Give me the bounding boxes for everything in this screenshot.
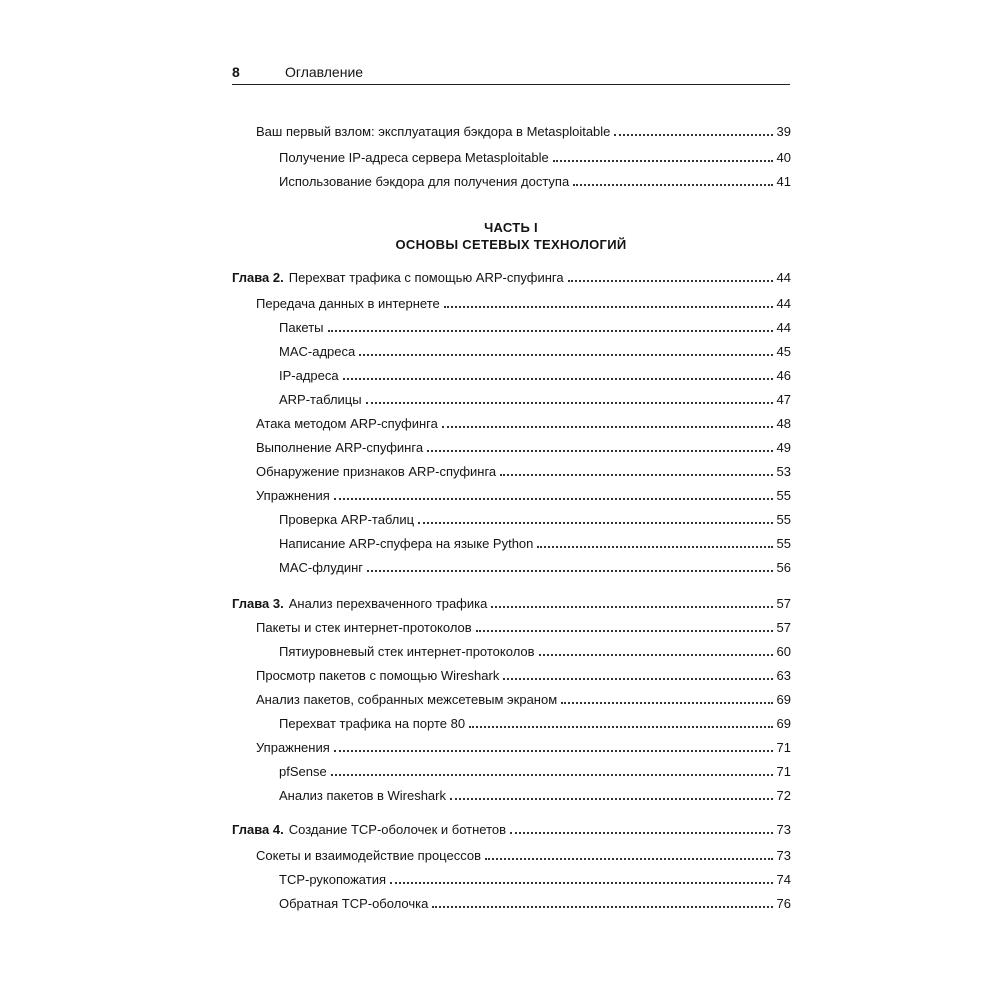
entry-text: Перехват трафика на порте 80 <box>279 716 466 731</box>
dot-leader <box>331 774 773 776</box>
page-ref: 45 <box>776 344 791 359</box>
dot-leader <box>503 678 772 680</box>
toc-entry <box>279 340 791 360</box>
entry-text: Написание ARP-спуфера на языке Python <box>279 536 534 551</box>
toc-entry <box>279 892 791 912</box>
toc-entry-title <box>279 174 569 190</box>
toc-chapter-entry <box>232 266 791 286</box>
page-ref: 47 <box>776 392 791 407</box>
toc-entry <box>256 844 791 864</box>
toc-entry-title <box>256 416 438 432</box>
toc-entry <box>256 436 791 456</box>
entry-text: pfSense <box>279 764 327 779</box>
dot-leader <box>432 906 772 908</box>
toc-entry-title <box>256 488 330 504</box>
toc-chapter-entry <box>232 592 791 612</box>
entry-text: Обратная TCP-оболочка <box>279 896 429 911</box>
toc-chapter-entry <box>232 818 791 838</box>
chapter-number: Глава 2. <box>232 270 284 285</box>
toc-entry-title <box>256 692 557 708</box>
toc-entry-title <box>256 668 499 684</box>
entry-text: Сокеты и взаимодействие процессов <box>256 848 481 863</box>
toc-entry <box>256 412 791 432</box>
dot-leader <box>485 858 773 860</box>
dot-leader <box>469 726 772 728</box>
dot-leader <box>442 426 773 428</box>
dot-leader <box>553 160 773 162</box>
entry-text: Выполнение ARP-спуфинга <box>256 440 424 455</box>
part-title: ОСНОВЫ СЕТЕВЫХ ТЕХНОЛОГИЙ <box>395 237 627 252</box>
toc-entry-title <box>279 368 339 384</box>
toc-entry-title <box>279 536 533 552</box>
page-ref: 41 <box>776 174 791 189</box>
page-ref: 44 <box>776 270 791 285</box>
toc-entry-title <box>279 512 414 528</box>
toc-entry-title <box>279 716 465 732</box>
page-ref: 56 <box>776 560 791 575</box>
page-ref: 69 <box>776 692 791 707</box>
entry-text: Передача данных в интернете <box>256 296 440 311</box>
dot-leader <box>539 654 773 656</box>
entry-text: Пакеты и стек интернет-протоколов <box>256 620 472 635</box>
toc-entry-title <box>232 822 506 838</box>
dot-leader <box>491 606 772 608</box>
toc-entry-title <box>256 124 610 140</box>
page-ref: 57 <box>776 620 791 635</box>
page-ref: 74 <box>776 872 791 887</box>
toc-entry-title <box>256 740 330 756</box>
toc-entry-title <box>279 764 327 780</box>
entry-text: ARP-таблицы <box>279 392 362 407</box>
page-ref: 44 <box>776 296 791 311</box>
page-ref: 39 <box>776 124 791 139</box>
page-ref: 44 <box>776 320 791 335</box>
toc-entry <box>256 688 791 708</box>
toc-entry <box>256 460 791 480</box>
toc-entry-title <box>279 896 428 912</box>
dot-leader <box>343 378 773 380</box>
toc-entry <box>256 664 791 684</box>
entry-text: Создание TCP-оболочек и ботнетов <box>288 822 507 837</box>
entry-text: Анализ пакетов в Wireshark <box>279 788 446 803</box>
toc-entry <box>279 760 791 780</box>
toc-entry <box>279 146 791 166</box>
toc-entry <box>256 736 791 756</box>
toc-entry-title <box>256 296 440 312</box>
dot-leader <box>561 702 772 704</box>
page-ref: 57 <box>776 596 791 611</box>
page-ref: 71 <box>776 764 791 779</box>
page-ref: 73 <box>776 848 791 863</box>
dot-leader <box>476 630 773 632</box>
entry-text: Атака методом ARP-спуфинга <box>256 416 438 431</box>
dot-leader <box>366 402 773 404</box>
toc-entry-title <box>279 320 324 336</box>
page-ref: 72 <box>776 788 791 803</box>
page-ref: 76 <box>776 896 791 911</box>
dot-leader <box>334 498 773 500</box>
dot-leader <box>568 280 773 282</box>
toc-entry <box>256 616 791 636</box>
page-ref: 73 <box>776 822 791 837</box>
toc-entry <box>279 316 791 336</box>
toc-entry-title <box>256 848 481 864</box>
page-ref: 53 <box>776 464 791 479</box>
page-ref: 71 <box>776 740 791 755</box>
dot-leader <box>510 832 773 834</box>
running-title: Оглавление <box>285 64 364 80</box>
toc-entry <box>279 640 791 660</box>
entry-text: Использование бэкдора для получения доступа <box>279 174 570 189</box>
toc-entry <box>279 784 791 804</box>
toc-entry <box>279 364 791 384</box>
entry-text: Проверка ARP-таблиц <box>279 512 415 527</box>
dot-leader <box>328 330 773 332</box>
toc-entry-title <box>279 392 362 408</box>
dot-leader <box>614 134 772 136</box>
toc-entry-title <box>279 560 363 576</box>
entry-text: Обнаружение признаков ARP-спуфинга <box>256 464 497 479</box>
dot-leader <box>427 450 772 452</box>
dot-leader <box>390 882 773 884</box>
page-number: 8 <box>232 64 240 80</box>
entry-text: MAC-флудинг <box>279 560 364 575</box>
dot-leader <box>573 184 772 186</box>
entry-text: Анализ перехваченного трафика <box>288 596 488 611</box>
toc-entry-title <box>279 788 446 804</box>
part-label: ЧАСТЬ I <box>484 220 538 235</box>
toc-entry-title <box>232 596 487 612</box>
page-ref: 55 <box>776 536 791 551</box>
toc-entry <box>279 388 791 408</box>
entry-text: Пятиуровневый стек интернет-протоколов <box>279 644 535 659</box>
page-ref: 55 <box>776 512 791 527</box>
page-ref: 69 <box>776 716 791 731</box>
toc-entry <box>279 508 791 528</box>
toc-entry <box>279 532 791 552</box>
page-ref: 63 <box>776 668 791 683</box>
page-ref: 46 <box>776 368 791 383</box>
entry-text: Упражнения <box>256 488 330 503</box>
dot-leader <box>418 522 772 524</box>
toc-entry <box>279 712 791 732</box>
entry-text: TCP-рукопожатия <box>279 872 386 887</box>
entry-text: Просмотр пакетов с помощью Wireshark <box>256 668 500 683</box>
toc-entry-title <box>279 872 386 888</box>
page-ref: 60 <box>776 644 791 659</box>
toc-entry-title <box>279 150 549 166</box>
entry-text: Пакеты <box>279 320 324 335</box>
dot-leader <box>444 306 773 308</box>
dot-leader <box>450 798 773 800</box>
entry-text: Получение IP-адреса сервера Metasploitable <box>279 150 549 165</box>
entry-text: MAC-адреса <box>279 344 356 359</box>
page-ref: 40 <box>776 150 791 165</box>
dot-leader <box>334 750 773 752</box>
dot-leader <box>500 474 772 476</box>
entry-text: Упражнения <box>256 740 330 755</box>
toc-entry <box>256 484 791 504</box>
toc-entry-title <box>279 344 355 360</box>
toc-entry-title <box>256 440 423 456</box>
entry-text: Перехват трафика с помощью ARP-спуфинга <box>288 270 564 285</box>
toc-entry <box>256 292 791 312</box>
toc-entry <box>256 120 791 140</box>
dot-leader <box>367 570 772 572</box>
entry-text: Анализ пакетов, собранных межсетевым экраном <box>256 692 558 707</box>
toc-entry <box>279 868 791 888</box>
page-ref: 48 <box>776 416 791 431</box>
toc-entry-title <box>256 620 472 636</box>
chapter-number: Глава 4. <box>232 822 284 837</box>
toc-entry <box>279 170 791 190</box>
toc-entry-title <box>279 644 535 660</box>
toc-entry <box>279 556 791 576</box>
entry-text: IP-адреса <box>279 368 339 383</box>
toc-entry-title <box>256 464 496 480</box>
page-ref: 49 <box>776 440 791 455</box>
page-ref: 55 <box>776 488 791 503</box>
toc-entry-title <box>232 270 564 286</box>
entry-text: Ваш первый взлом: эксплуатация бэкдора в Metasploitable <box>256 124 611 139</box>
dot-leader <box>537 546 772 548</box>
dot-leader <box>359 354 772 356</box>
chapter-number: Глава 3. <box>232 596 284 611</box>
